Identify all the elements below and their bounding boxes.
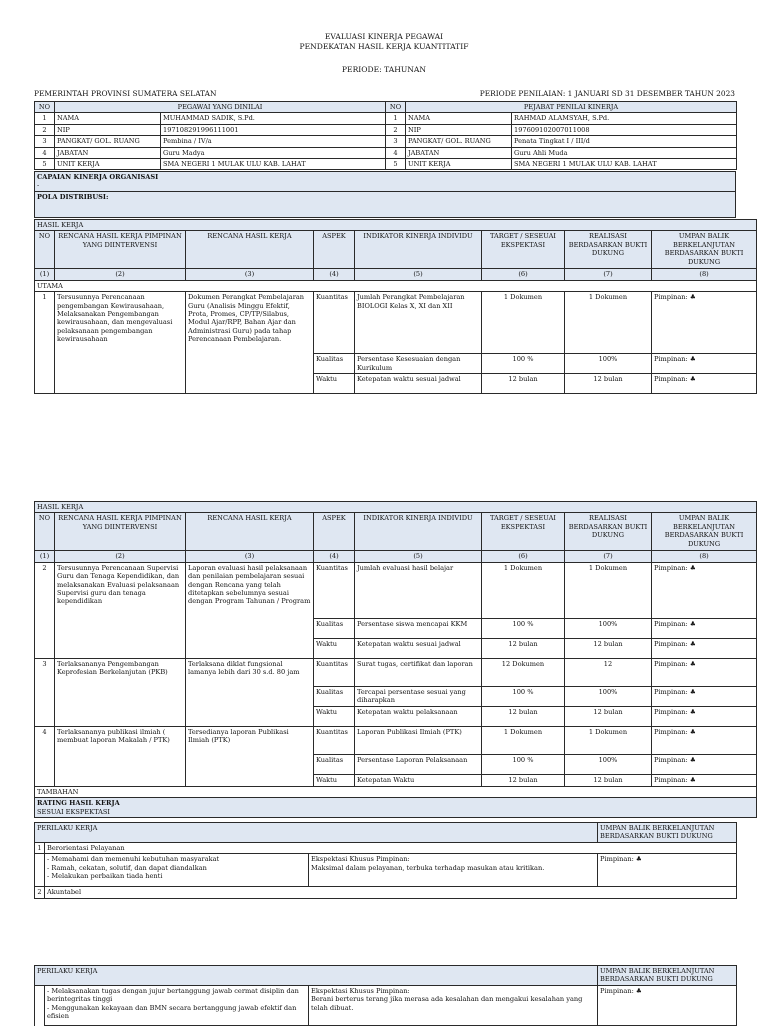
pejabat-header: PEJABAT PENILAI KINERJA [406,102,737,113]
aspek: Kualitas [314,618,355,638]
header-row [35,231,757,269]
pejabat-nama: RAHMAD ALAMSYAH, S.Pd. [512,113,737,124]
row-label: PANGKAT/ GOL. RUANG [55,136,161,147]
hasil-kerja-table-continued [34,501,757,818]
umpan-balik: Pimpinan: ♣ [652,618,757,638]
periode-penilaian: PERIODE PENILAIAN: 1 JANUARI SD 31 DESEMBER TAHUN 2023 [479,89,735,98]
pegawai-header: PEGAWAI YANG DINILAI [55,102,386,113]
perilaku-detail [35,986,737,1026]
row-label: JABATAN [406,147,512,158]
pejabat-pangkat: Penata Tingkat I / III/d [512,136,737,147]
aspek: Kuantitas [314,292,355,354]
col-number: (4) [314,551,355,562]
realisasi: 100% [565,686,652,706]
col-header: RENCANA HASIL KERJA PIMPINAN YANG DIINTERVENSI [55,231,186,269]
col-header: RENCANA HASIL KERJA [186,513,314,551]
no-header: NO [386,102,406,113]
indikator: Persentase Laporan Pelaksanaan [355,754,482,774]
umpan-balik: Pimpinan: ♣ [598,854,737,887]
rhk-pimpinan: Terlaksananya publikasi ilmiah ( membuat laporan Makalah / PTK) [55,726,186,786]
col-header: INDIKATOR KINERJA INDIVIDU [355,231,482,269]
col-header: NO [35,513,55,551]
row-label: PANGKAT/ GOL. RUANG [406,136,512,147]
indikator: Surat tugas, certifikat dan laporan [355,658,482,686]
ekspektasi-text: Berani berterus terang jika merasa ada kesalahan dan mengakui kesalahan yang telah dibuat. [311,995,583,1012]
utama-label: UTAMA [35,280,757,291]
realisasi: 1 Dokumen [565,726,652,754]
row-no: 4 [35,147,55,158]
col-header: TARGET / SESEUAI EKSPEKTASI [482,513,565,551]
row-no: 2 [35,124,55,135]
col-number: (6) [482,269,565,280]
rhk-pimpinan: Tersusunnya Perencanaan pengembangan Kewirausahaan, Melaksanakan Pengembangan kewirausahaan, dan mengevaluasi pelaksanaan pengembangan kewirausahaan [55,292,186,394]
row-no: 5 [386,159,406,170]
target: 12 bulan [482,774,565,786]
umpan-balik: Pimpinan: ♣ [652,638,757,658]
col-number: (2) [55,551,186,562]
col-number: (6) [482,551,565,562]
realisasi: 12 bulan [565,706,652,726]
item-no: 3 [35,658,55,726]
realisasi: 12 [565,658,652,686]
item-no: 1 [35,292,55,394]
aspek: Kualitas [314,754,355,774]
hasil-kerja-table [34,219,757,394]
aspek: Kuantitas [314,726,355,754]
row-label: UNIT KERJA [406,159,512,170]
umpan-balik: Pimpinan: ♣ [652,292,757,354]
row-no: 3 [386,136,406,147]
ekspektasi-text: Maksimal dalam pelayanan, terbuka terhadap masukan atau kritikan. [311,863,545,872]
umpan-balik: Pimpinan: ♣ [652,706,757,726]
table-row [35,726,757,754]
doc-title: EVALUASI KINERJA PEGAWAI [324,32,444,41]
ekspektasi-label: Ekspektasi Khusus Pimpinan: [311,987,410,995]
pejabat-jabatan: Guru Ahli Muda [512,147,737,158]
target: 100 % [482,686,565,706]
capaian-title: CAPAIAN KINERJA ORGANISASI [37,173,159,181]
pegawai-jabatan: Guru Madya [161,147,386,158]
target: 12 bulan [482,638,565,658]
row-label: NAMA [55,113,161,124]
col-number: (4) [314,269,355,280]
col-number: (7) [565,551,652,562]
target: 1 Dokumen [482,726,565,754]
pegawai-nama: MUHAMMAD SADIK, S.Pd. [161,113,386,124]
number-row [35,269,757,280]
rhk: Dokumen Perangkat Pembelajaran Guru (Analisis Minggu Efektif, Prota, Promes, CP/TP/Silabus, Modul Ajar/RPP, Bahan Ajar dan Administrasi Guru) pada tahap Perencanaan Pembelajaran. [186,292,314,394]
row-label: NIP [406,124,512,135]
col-header: RENCANA HASIL KERJA [186,231,314,269]
perilaku-umpan-header: UMPAN BALIK BERKELANJUTAN BERDASARKAN BUKTI DUKUNG [598,966,737,986]
realisasi: 100% [565,754,652,774]
aspek: Kualitas [314,686,355,706]
perilaku-name: Berorientasi Pelayanan [45,843,737,854]
col-number: (2) [55,269,186,280]
rhk: Terlaksana diklat fungsional lamanya lebih dari 30 s.d. 80 jam [186,658,314,726]
item-no: 4 [35,726,55,786]
table-row [35,562,757,618]
row-no: 4 [386,147,406,158]
perilaku-umpan-header: UMPAN BALIK BERKELANJUTAN BERDASARKAN BUKTI DUKUNG [598,823,737,843]
row-no: 3 [35,136,55,147]
aspek: Kualitas [314,354,355,374]
identity-row [35,147,737,158]
col-header: REALISASI BERDASARKAN BUKTI DUKUNG [565,513,652,551]
realisasi: 1 Dokumen [565,562,652,618]
target: 1 Dokumen [482,292,565,354]
indikator: Persentase Kesesuaian dengan Kurikulum [355,354,482,374]
umpan-balik: Pimpinan: ♣ [652,774,757,786]
realisasi: 12 bulan [565,638,652,658]
aspek: Waktu [314,774,355,786]
perilaku-point: - Ramah, cekatan, solutif, dan dapat diandalkan [47,863,207,872]
rating-title: RATING HASIL KERJA [37,799,120,808]
no-header: NO [35,102,55,113]
pegawai-pangkat: Pembina / IV/a [161,136,386,147]
realisasi: 1 Dokumen [565,292,652,354]
row-label: JABATAN [55,147,161,158]
col-header: UMPAN BALIK BERKELANJUTAN BERDASARKAN BUKTI DUKUNG [652,231,757,269]
identity-table [34,101,737,170]
ekspektasi-label: Ekspektasi Khusus Pimpinan: [311,855,410,864]
row-label: UNIT KERJA [55,159,161,170]
indikator: Ketepatan Waktu [355,774,482,786]
col-header: UMPAN BALIK BERKELANJUTAN BERDASARKAN BUKTI DUKUNG [652,513,757,551]
instansi-label: PEMERINTAH PROVINSI SUMATERA SELATAN [34,89,217,98]
aspek: Kuantitas [314,658,355,686]
umpan-balik: Pimpinan: ♣ [598,986,737,1026]
col-number: (1) [35,551,55,562]
identity-row [35,159,737,170]
indikator: Persentase siswa mencapai KKM [355,618,482,638]
aspek: Kuantitas [314,562,355,618]
capaian-value: - [37,181,40,190]
target: 100 % [482,618,565,638]
umpan-balik: Pimpinan: ♣ [652,726,757,754]
perilaku-point: - Memahami dan memenuhi kebutuhan masyarakat [47,855,220,864]
indikator: Jumlah Perangkat Pembelajaran BIOLOGI Kelas X, XI dan XII [355,292,482,354]
doc-periode: PERIODE: TAHUNAN [341,65,427,74]
row-label: NIP [55,124,161,135]
umpan-balik: Pimpinan: ♣ [652,562,757,618]
col-header: ASPEK [314,231,355,269]
indikator: Tercapai persentase sesuai yang diharapkan [355,686,482,706]
pegawai-unit: SMA NEGERI 1 MULAK ULU KAB. LAHAT [161,159,386,170]
indikator: Jumlah evaluasi hasil belajar [355,562,482,618]
identity-row [35,124,737,135]
target: 12 Dokumen [482,658,565,686]
rhk: Tersedianya laporan Publikasi Ilmiah (PTK) [186,726,314,786]
identity-row [35,113,737,124]
col-number: (8) [652,551,757,562]
table-row [35,292,757,354]
row-no: 1 [35,113,55,124]
realisasi: 12 bulan [565,774,652,786]
perilaku-row [35,887,737,898]
indikator: Ketepatan waktu sesuai jadwal [355,638,482,658]
row-label: NAMA [406,113,512,124]
target: 12 bulan [482,706,565,726]
rhk: Laporan evaluasi hasil pelaksanaan dan penilaian pembelajaran sesuai dengan Rencana yang telah ditetapkan sebelumnya sesuai dengan Program Tahunan / Program [186,562,314,658]
col-number: (5) [355,551,482,562]
hasil-kerja-title: HASIL KERJA [35,220,757,231]
hasil-kerja-title: HASIL KERJA [35,502,757,513]
umpan-balik: Pimpinan: ♣ [652,374,757,394]
pejabat-unit: SMA NEGERI 1 MULAK ULU KAB. LAHAT [512,159,737,170]
perilaku-detail [35,854,737,887]
perilaku-no: 1 [35,843,45,854]
umpan-balik: Pimpinan: ♣ [652,686,757,706]
col-number: (7) [565,269,652,280]
target: 1 Dokumen [482,562,565,618]
identity-row [35,136,737,147]
perilaku-kerja-table [34,822,737,899]
col-number: (3) [186,551,314,562]
perilaku-kerja-table-continued [34,965,737,1026]
perilaku-point: - Melakukan perbaikan tiada henti [47,872,163,881]
target: 100 % [482,754,565,774]
indikator: Ketepatan waktu sesuai jadwal [355,374,482,394]
rhk-pimpinan: Tersusunnya Perencanaan Supervisi Guru dan Tenaga Kependidikan, dan melaksanakan Evaluasi pelaksanaan Supervisi guru dan tenaga kependidikan [55,562,186,658]
item-no: 2 [35,562,55,658]
header-row [35,513,757,551]
rating-value: SESUAI EKSPEKTASI [37,807,111,816]
perilaku-name: Akuntabel [45,887,737,898]
row-no: 1 [386,113,406,124]
umpan-balik: Pimpinan: ♣ [652,354,757,374]
perilaku-title: PERILAKU KERJA [35,823,598,843]
perilaku-no: 2 [35,887,45,898]
table-row [35,658,757,686]
realisasi: 100% [565,618,652,638]
number-row [35,551,757,562]
target: 12 bulan [482,374,565,394]
col-header: NO [35,231,55,269]
aspek: Waktu [314,638,355,658]
col-header: RENCANA HASIL KERJA PIMPINAN YANG DIINTERVENSI [55,513,186,551]
umpan-balik: Pimpinan: ♣ [652,658,757,686]
row-no: 2 [386,124,406,135]
perilaku-title: PERILAKU KERJA [35,966,598,986]
col-number: (8) [652,269,757,280]
indikator: Laporan Publikasi Ilmiah (PTK) [355,726,482,754]
target: 100 % [482,354,565,374]
row-no: 5 [35,159,55,170]
realisasi: 12 bulan [565,374,652,394]
col-number: (3) [186,269,314,280]
aspek: Waktu [314,706,355,726]
col-header: REALISASI BERDASARKAN BUKTI DUKUNG [565,231,652,269]
col-header: INDIKATOR KINERJA INDIVIDU [355,513,482,551]
umpan-balik: Pimpinan: ♣ [652,754,757,774]
col-header: ASPEK [314,513,355,551]
perilaku-row [35,843,737,854]
tambahan-label: TAMBAHAN [35,786,757,797]
col-number: (5) [355,269,482,280]
pola-title: POLA DISTRIBUSI: [37,193,109,201]
rhk-pimpinan: Terlaksananya Pengembangan Keprofesian Berkelanjutan (PKB) [55,658,186,726]
aspek: Waktu [314,374,355,394]
indikator: Ketepatan waktu pelaksanaan [355,706,482,726]
perilaku-point: - Menggunakan kekayaan dan BMN secara bertanggung jawab efektif dan efisien [47,1003,297,1021]
doc-subtitle: PENDEKATAN HASIL KERJA KUANTITATIF [299,42,469,51]
pejabat-nip: 197609102007011008 [512,124,737,135]
col-header: TARGET / SESEUAI EKSPEKTASI [482,231,565,269]
col-number: (1) [35,269,55,280]
pegawai-nip: 197108291996111001 [161,124,386,135]
perilaku-point: - Melaksanakan tugas dengan jujur bertanggung jawab cermat disiplin dan berintegritas tinggi [47,987,299,1004]
realisasi: 100% [565,354,652,374]
capaian-table [34,171,736,218]
